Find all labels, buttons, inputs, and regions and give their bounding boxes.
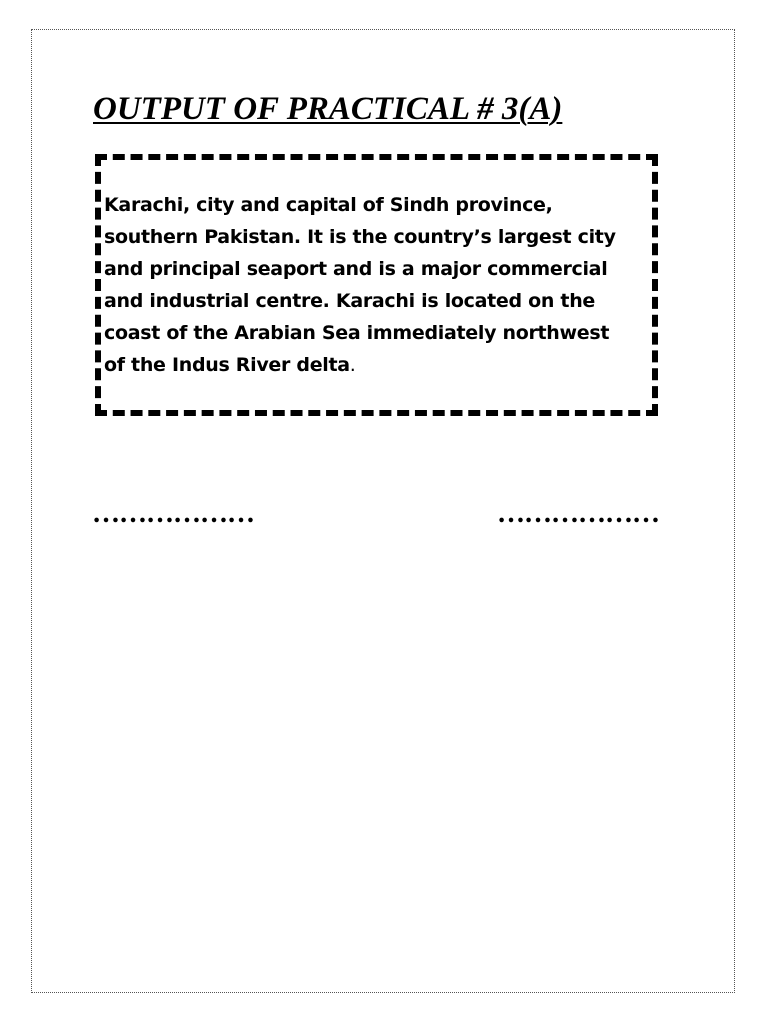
- page-title: OUTPUT OF PRACTICAL # 3(A): [93, 91, 563, 127]
- paragraph-line-3: and principal seaport and is a major commercial: [104, 258, 608, 280]
- paragraph-line-6: of the Indus River delta: [104, 354, 350, 376]
- signature-line-left: ………………: [92, 498, 254, 529]
- paragraph-line-5: coast of the Arabian Sea immediately northwest: [104, 322, 610, 344]
- signature-line-right: ………………: [497, 498, 659, 529]
- paragraph-line-6-wrapper: [104, 349, 644, 381]
- paragraph-line-1: Karachi, city and capital of Sindh province,: [104, 194, 553, 216]
- paragraph-line-2: southern Pakistan. It is the country’s largest city: [104, 226, 616, 248]
- karachi-paragraph: [104, 189, 644, 381]
- paragraph-period: .: [349, 354, 356, 376]
- paragraph-line-4: and industrial centre. Karachi is located on the: [104, 290, 596, 312]
